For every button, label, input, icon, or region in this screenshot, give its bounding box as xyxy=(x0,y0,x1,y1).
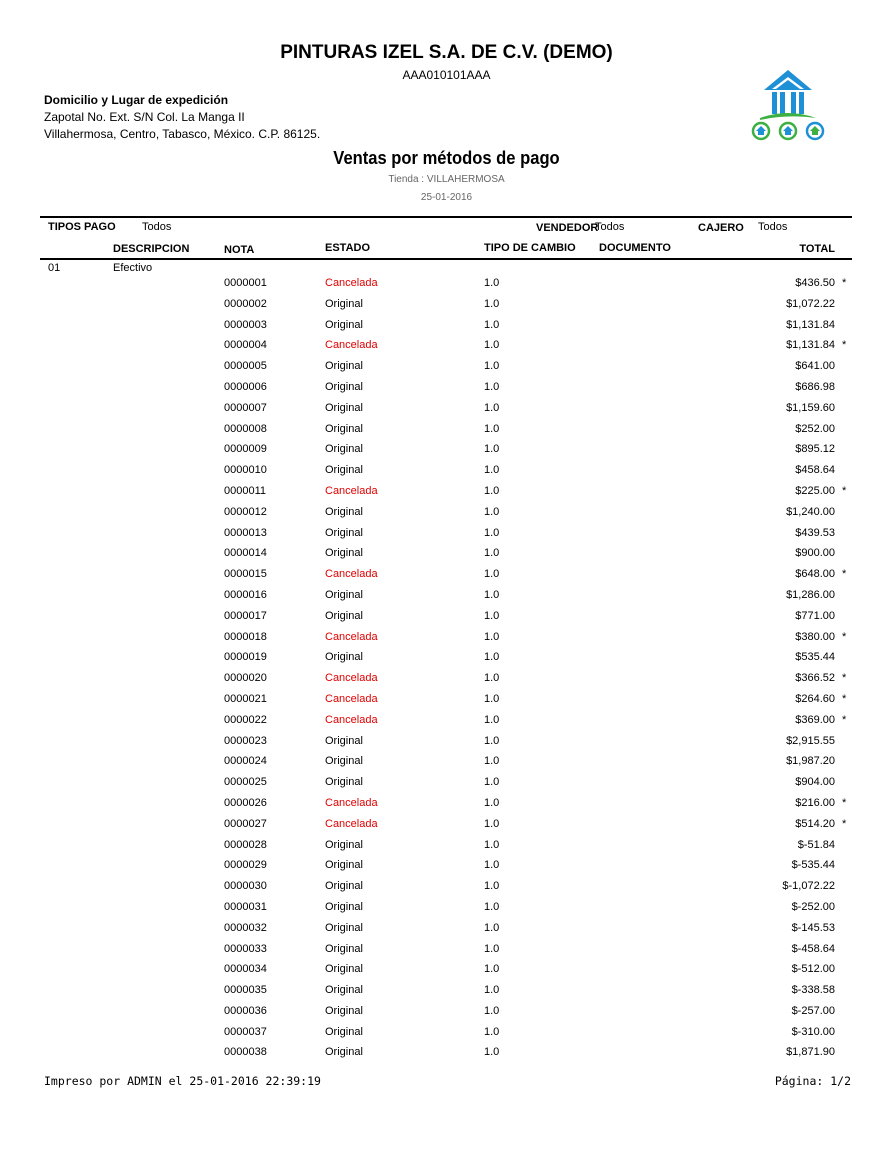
table-row xyxy=(0,524,893,545)
row-tipo-cambio: 1.0 xyxy=(484,1025,500,1038)
row-tipo-cambio: 1.0 xyxy=(484,360,500,373)
row-tipo-cambio: 1.0 xyxy=(484,1046,500,1059)
col-documento: DOCUMENTO xyxy=(599,242,671,254)
row-estado: Cancelada xyxy=(325,277,378,289)
table-row xyxy=(0,669,893,690)
row-tipo-cambio: 1.0 xyxy=(484,588,500,601)
row-nota: 0000033 xyxy=(224,942,267,955)
row-tipo-cambio: 1.0 xyxy=(484,651,500,664)
row-tipo-cambio: 1.0 xyxy=(484,401,500,414)
row-nota: 0000008 xyxy=(224,422,267,435)
row-estado: Original xyxy=(325,942,363,955)
row-total: $458.64 xyxy=(795,464,835,477)
row-total: $264.60 xyxy=(795,692,835,705)
company-rfc: AAA010101AAA xyxy=(402,68,491,82)
row-tipo-cambio: 1.0 xyxy=(484,609,500,622)
row-total: $2,915.55 xyxy=(786,734,835,747)
table-row xyxy=(0,482,893,503)
row-estado: Original xyxy=(325,1046,363,1059)
row-nota: 0000030 xyxy=(224,880,267,893)
row-nota: 0000032 xyxy=(224,921,267,934)
row-tipo-cambio: 1.0 xyxy=(484,443,500,456)
row-nota: 0000019 xyxy=(224,651,267,664)
row-cancel-mark: * xyxy=(842,630,847,643)
printed-by: Impreso por ADMIN el 25-01-2016 22:39:19 xyxy=(44,1074,321,1088)
row-nota: 0000028 xyxy=(224,838,267,851)
row-tipo-cambio: 1.0 xyxy=(484,900,500,913)
row-nota: 0000005 xyxy=(224,360,267,373)
table-row xyxy=(0,316,893,337)
table-row xyxy=(0,732,893,753)
col-estado: ESTADO xyxy=(325,242,371,254)
col-descripcion: DESCRIPCION xyxy=(113,243,190,255)
table-row xyxy=(0,274,893,295)
row-estado: Original xyxy=(325,880,363,893)
table-row xyxy=(0,773,893,794)
filter-tipos-pago-value: Todos xyxy=(142,221,172,233)
row-cancel-mark: * xyxy=(842,672,847,685)
sales-table xyxy=(0,274,893,1064)
col-tipo-cambio: TIPO DE CAMBIO xyxy=(484,242,576,254)
row-total: $-310.00 xyxy=(791,1025,835,1038)
table-row xyxy=(0,607,893,628)
row-estado: Original xyxy=(325,838,363,851)
header-rule-bottom xyxy=(40,258,852,260)
table-row xyxy=(0,711,893,732)
row-nota: 0000007 xyxy=(224,401,267,414)
row-total: $895.12 xyxy=(795,443,835,456)
filter-vendedor-label: VENDEDOR xyxy=(536,222,599,234)
table-row xyxy=(0,565,893,586)
table-row xyxy=(0,503,893,524)
table-row xyxy=(0,690,893,711)
table-row xyxy=(0,648,893,669)
row-nota: 0000024 xyxy=(224,755,267,768)
row-tipo-cambio: 1.0 xyxy=(484,817,500,830)
row-cancel-mark: * xyxy=(842,817,847,830)
row-estado: Cancelada xyxy=(325,817,378,830)
row-tipo-cambio: 1.0 xyxy=(484,672,500,685)
group-code: 01 xyxy=(48,262,61,274)
row-estado: Original xyxy=(325,297,363,310)
row-tipo-cambio: 1.0 xyxy=(484,484,500,497)
row-nota: 0000034 xyxy=(224,963,267,976)
row-nota: 0000021 xyxy=(224,692,267,705)
row-tipo-cambio: 1.0 xyxy=(484,547,500,560)
row-nota: 0000014 xyxy=(224,547,267,560)
row-estado: Original xyxy=(325,588,363,601)
table-row xyxy=(0,628,893,649)
report-title: Ventas por métodos de pago xyxy=(333,148,560,168)
row-total: $366.52 xyxy=(795,672,835,685)
row-total: $686.98 xyxy=(795,380,835,393)
row-estado: Cancelada xyxy=(325,796,378,809)
group-name: Efectivo xyxy=(113,262,153,274)
row-total: $641.00 xyxy=(795,360,835,373)
row-estado: Original xyxy=(325,755,363,768)
report-date: 25-01-2016 xyxy=(420,192,473,203)
row-estado: Cancelada xyxy=(325,484,378,497)
row-tipo-cambio: 1.0 xyxy=(484,505,500,518)
row-estado: Original xyxy=(325,401,363,414)
row-nota: 0000038 xyxy=(224,1046,267,1059)
address-line-1: Zapotal No. Ext. S/N Col. La Manga II xyxy=(44,110,245,124)
row-tipo-cambio: 1.0 xyxy=(484,880,500,893)
row-nota: 0000013 xyxy=(224,526,267,539)
row-total: $1,286.00 xyxy=(786,588,835,601)
filter-cajero-value: Todos xyxy=(758,221,788,233)
row-tipo-cambio: 1.0 xyxy=(484,630,500,643)
row-cancel-mark: * xyxy=(842,339,847,352)
row-estado: Original xyxy=(325,921,363,934)
row-tipo-cambio: 1.0 xyxy=(484,277,500,289)
row-estado: Cancelada xyxy=(325,630,378,643)
table-row xyxy=(0,1043,893,1064)
row-cancel-mark: * xyxy=(842,692,847,705)
row-total: $-458.64 xyxy=(791,942,835,955)
row-nota: 0000036 xyxy=(224,1004,267,1017)
row-tipo-cambio: 1.0 xyxy=(484,380,500,393)
row-estado: Original xyxy=(325,776,363,789)
row-estado: Original xyxy=(325,963,363,976)
row-tipo-cambio: 1.0 xyxy=(484,776,500,789)
row-nota: 0000025 xyxy=(224,776,267,789)
row-tipo-cambio: 1.0 xyxy=(484,339,500,352)
table-row xyxy=(0,877,893,898)
row-estado: Original xyxy=(325,547,363,560)
row-tipo-cambio: 1.0 xyxy=(484,297,500,310)
row-total: $771.00 xyxy=(795,609,835,622)
table-row xyxy=(0,544,893,565)
table-row xyxy=(0,295,893,316)
row-total: $-1,072.22 xyxy=(782,880,835,893)
table-row xyxy=(0,981,893,1002)
row-total: $439.53 xyxy=(795,526,835,539)
row-nota: 0000020 xyxy=(224,672,267,685)
row-nota: 0000001 xyxy=(224,277,267,289)
table-row xyxy=(0,378,893,399)
col-nota: NOTA xyxy=(224,244,255,256)
row-estado: Original xyxy=(325,360,363,373)
table-row xyxy=(0,794,893,815)
row-total: $-535.44 xyxy=(791,859,835,872)
row-total: $380.00 xyxy=(795,630,835,643)
address-label: Domicilio y Lugar de expedición xyxy=(44,93,229,107)
row-nota: 0000031 xyxy=(224,900,267,913)
row-tipo-cambio: 1.0 xyxy=(484,755,500,768)
row-nota: 0000018 xyxy=(224,630,267,643)
row-total: $900.00 xyxy=(795,547,835,560)
table-row xyxy=(0,815,893,836)
row-cancel-mark: * xyxy=(842,713,847,726)
row-tipo-cambio: 1.0 xyxy=(484,859,500,872)
row-estado: Original xyxy=(325,734,363,747)
row-estado: Original xyxy=(325,1004,363,1017)
row-estado: Cancelada xyxy=(325,692,378,705)
table-row xyxy=(0,836,893,857)
table-row xyxy=(0,919,893,940)
row-estado: Original xyxy=(325,464,363,477)
row-total: $1,131.84 xyxy=(786,318,835,331)
row-cancel-mark: * xyxy=(842,568,847,581)
row-tipo-cambio: 1.0 xyxy=(484,318,500,331)
row-tipo-cambio: 1.0 xyxy=(484,692,500,705)
row-total: $216.00 xyxy=(795,796,835,809)
row-nota: 0000017 xyxy=(224,609,267,622)
row-nota: 0000023 xyxy=(224,734,267,747)
row-total: $-51.84 xyxy=(797,838,835,851)
row-total: $225.00 xyxy=(795,484,835,497)
row-total: $1,871.90 xyxy=(786,1046,835,1059)
row-estado: Original xyxy=(325,859,363,872)
row-total: $904.00 xyxy=(795,776,835,789)
row-total: $535.44 xyxy=(795,651,835,664)
table-row xyxy=(0,586,893,607)
row-nota: 0000003 xyxy=(224,318,267,331)
row-estado: Original xyxy=(325,984,363,997)
row-estado: Cancelada xyxy=(325,339,378,352)
row-total: $-512.00 xyxy=(791,963,835,976)
row-nota: 0000006 xyxy=(224,380,267,393)
row-nota: 0000027 xyxy=(224,817,267,830)
address-line-2: Villahermosa, Centro, Tabasco, México. C.P. 86125. xyxy=(44,127,321,141)
row-nota: 0000010 xyxy=(224,464,267,477)
table-row xyxy=(0,420,893,441)
row-estado: Original xyxy=(325,1025,363,1038)
table-row xyxy=(0,1002,893,1023)
store-label: Tienda : VILLAHERMOSA xyxy=(388,174,505,185)
table-row xyxy=(0,898,893,919)
row-tipo-cambio: 1.0 xyxy=(484,422,500,435)
row-tipo-cambio: 1.0 xyxy=(484,963,500,976)
row-estado: Original xyxy=(325,609,363,622)
row-nota: 0000016 xyxy=(224,588,267,601)
row-nota: 0000026 xyxy=(224,796,267,809)
row-total: $-252.00 xyxy=(791,900,835,913)
row-nota: 0000002 xyxy=(224,297,267,310)
row-estado: Original xyxy=(325,900,363,913)
table-row xyxy=(0,752,893,773)
row-total: $436.50 xyxy=(795,277,835,289)
row-estado: Original xyxy=(325,443,363,456)
row-tipo-cambio: 1.0 xyxy=(484,921,500,934)
row-total: $1,072.22 xyxy=(786,297,835,310)
row-tipo-cambio: 1.0 xyxy=(484,838,500,851)
table-row xyxy=(0,440,893,461)
row-estado: Original xyxy=(325,505,363,518)
table-row xyxy=(0,461,893,482)
page-number: Página: 1/2 xyxy=(774,1074,851,1088)
filter-vendedor-value: Todos xyxy=(595,221,625,233)
row-total: $1,240.00 xyxy=(786,505,835,518)
table-row xyxy=(0,960,893,981)
header-rule-top xyxy=(40,216,852,218)
row-tipo-cambio: 1.0 xyxy=(484,713,500,726)
table-row xyxy=(0,357,893,378)
row-nota: 0000004 xyxy=(224,339,267,352)
row-nota: 0000015 xyxy=(224,568,267,581)
row-total: $1,131.84 xyxy=(786,339,835,352)
table-row xyxy=(0,940,893,961)
col-total: TOTAL xyxy=(799,243,835,255)
row-total: $514.20 xyxy=(795,817,835,830)
row-tipo-cambio: 1.0 xyxy=(484,942,500,955)
filter-tipos-pago-label: TIPOS PAGO xyxy=(48,221,116,233)
row-total: $1,159.60 xyxy=(786,401,835,414)
row-total: $-338.58 xyxy=(791,984,835,997)
row-total: $369.00 xyxy=(795,713,835,726)
row-estado: Original xyxy=(325,318,363,331)
table-row xyxy=(0,399,893,420)
row-total: $648.00 xyxy=(795,568,835,581)
row-tipo-cambio: 1.0 xyxy=(484,984,500,997)
row-total: $-145.53 xyxy=(791,921,835,934)
row-total: $252.00 xyxy=(795,422,835,435)
row-estado: Cancelada xyxy=(325,672,378,685)
row-total: $-257.00 xyxy=(791,1004,835,1017)
row-tipo-cambio: 1.0 xyxy=(484,1004,500,1017)
filter-cajero-label: CAJERO xyxy=(698,222,744,234)
house-logo-icon xyxy=(750,68,826,144)
row-nota: 0000011 xyxy=(224,484,267,497)
table-row xyxy=(0,336,893,357)
row-nota: 0000012 xyxy=(224,505,267,518)
row-tipo-cambio: 1.0 xyxy=(484,464,500,477)
row-tipo-cambio: 1.0 xyxy=(484,568,500,581)
row-tipo-cambio: 1.0 xyxy=(484,734,500,747)
row-nota: 0000009 xyxy=(224,443,267,456)
row-nota: 0000029 xyxy=(224,859,267,872)
row-nota: 0000037 xyxy=(224,1025,267,1038)
row-estado: Original xyxy=(325,380,363,393)
company-name: PINTURAS IZEL S.A. DE C.V. (DEMO) xyxy=(280,42,613,63)
row-estado: Cancelada xyxy=(325,568,378,581)
row-tipo-cambio: 1.0 xyxy=(484,796,500,809)
row-estado: Original xyxy=(325,651,363,664)
row-nota: 0000022 xyxy=(224,713,267,726)
row-cancel-mark: * xyxy=(842,277,847,289)
row-total: $1,987.20 xyxy=(786,755,835,768)
row-estado: Original xyxy=(325,422,363,435)
row-cancel-mark: * xyxy=(842,484,847,497)
table-row xyxy=(0,856,893,877)
row-tipo-cambio: 1.0 xyxy=(484,526,500,539)
row-nota: 0000035 xyxy=(224,984,267,997)
row-estado: Cancelada xyxy=(325,713,378,726)
row-cancel-mark: * xyxy=(842,796,847,809)
table-row xyxy=(0,1023,893,1044)
row-estado: Original xyxy=(325,526,363,539)
